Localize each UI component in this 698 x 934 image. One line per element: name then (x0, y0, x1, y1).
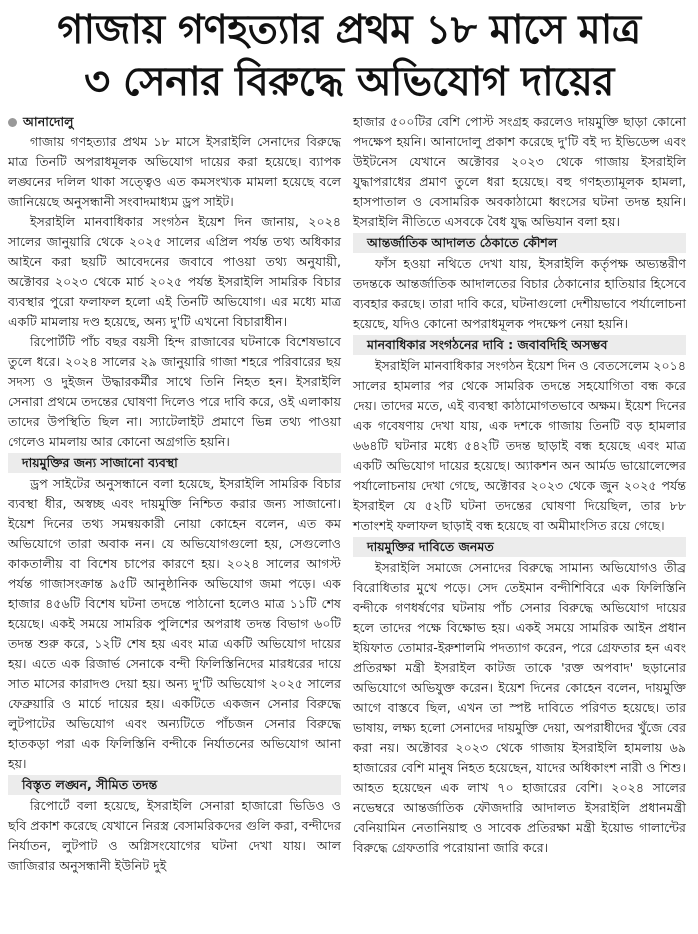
paragraph: ইসরাইলি মানবাধিকার সংগঠন ইয়েশ দিন ও বেতসেলেম ২০১৪ সালের হামলার পর থেকে সামরিক তদন্তে সহযোগিতা বন্ধ করে দেয়। তাদের মতে, এই ব্যবস্থা কাঠামোগতভাবে অক্ষম। ইয়েশ দিনের এক গবেষণায় দেখা যায়, এক দশকে গাজায় তিনটি বড় হামলার ৬৬৪টি ঘটনার মধ্যে ৫৪২টি তদন্ত ছাড়াই বন্ধ হয়েছে এবং মাত্র একটি অভিযোগ দায়ের হয়েছে। অ্যাকশন অন আর্মড ভায়োলেন্সের পর্যালোচনায় দেখা গেছে, অক্টোবর ২০২৩ থেকে জুন ২০২৫ পর্যন্ত ইসরাইল যে ৫২টি ঘটনা তদন্তের ঘোষণা দিয়েছিল, তার ৮৮ শতাংশই ফলাফল ছাড়াই বন্ধ হয়েছে বা অমীমাংসিত রয়ে গেছে। (353, 358, 686, 533)
subheading: আন্তর্জাতিক আদালত ঠেকাতে কৌশল (353, 233, 686, 253)
article-body (0, 108, 698, 876)
paragraph: ফাঁস হওয়া নথিতে দেখা যায়, ইসরাইলি কর্তৃপক্ষ অভ্যন্তরীণ তদন্তকে আন্তর্জাতিক আদালতের বিচার ঠেকানোর হাতিয়ার হিসেবে ব্যবহার করছে। তারা দাবি করে, ঘটনাগুলো দেশীয়ভাবে পর্যালোচনা হয়েছে, যদিও কোনো অপরাধমূলক পদক্ষেপ নেয়া হয়নি। (353, 256, 686, 331)
bullet-dot-icon (8, 118, 17, 127)
left-column (8, 112, 341, 876)
paragraph: গাজায় গণহত্যার প্রথম ১৮ মাসে ইসরাইলি সেনাদের বিরুদ্ধে মাত্র তিনটি অপরাধমূলক অভিযোগ দায়ের করা হয়েছে। ব্যাপক লঙ্ঘনের দলিল থাকা সত্ত্বেও এত কমসংখ্যক মামলা হয়েছে বলে জানিয়েছে অনুসন্ধানী সংবাদমাধ্যম ড্রপ সাইট। (8, 134, 341, 209)
paragraph: হাজার ৫০০টির বেশি পোস্ট সংগ্রহ করলেও দায়মুক্তি ছাড়া কোনো পদক্ষেপ হয়নি। আনাদোলু প্রকাশ করেছে দু'টি বই দ্য ইভিডেন্স এবং উইটনেস যেখানে অক্টোবর ২০২৩ থেকে গাজায় ইসরাইলি যুদ্ধাপরাধের প্রমাণ তুলে ধরা হয়েছে। বহু গণহত্যামূলক হামলা, হাসপাতাল ও বেসামরিক অবকাঠামো ধ্বংসের ঘটনা তদন্ত হয়নি। ইসরাইলি নীতিতে এসবকে বৈধ যুদ্ধ অভিযান বলা হয়। (353, 114, 686, 229)
subheading: বিস্তৃত লঙ্ঘন, সীমিত তদন্ত (8, 775, 341, 795)
paragraph: রিপোর্টে বলা হয়েছে, ইসরাইলি সেনারা হাজারো ভিডিও ও ছবি প্রকাশ করেছে যেখানে নিরস্ত্র বেসামরিকদের গুলি করা, বন্দীদের নির্যাতন, লুটপাট ও অগ্নিসংযোগের ঘটনা দেখা যায়। আল জাজিরার অনুসন্ধানী ইউনিট দুই (8, 798, 341, 873)
byline (8, 112, 341, 132)
right-column (353, 112, 686, 876)
headline-line-2: ৩ সেনার বিরুদ্ধে অভিযোগ দায়ের (84, 59, 614, 105)
paragraph: রিপোর্টটি পাঁচ বছর বয়সী হিন্দ রাজাবের ঘটনাকে বিশেষভাবে তুলে ধরে। ২০২৪ সালের ২৯ জানুয়ারি গাজা শহরে পরিবারের ছয় সদস্য ও দুইজন উদ্ধারকর্মীর সাথে তিনি নিহত হন। ইসরাইলি সেনারা প্রথমে তদন্তের ঘোষণা দিলেও পরে দাবি করে, ওই এলাকায় তাদের উপস্থিতি ছিল না। স্যাটেলাইট প্রমাণে ভিন্ন তথ্য পাওয়া গেলেও মামলায় আর কোনো অগ্রগতি হয়নি। (8, 334, 341, 449)
subheading: দায়মুক্তির জন্য সাজানো ব্যবস্থা (8, 453, 341, 473)
paragraph: ইসরাইলি সমাজে সেনাদের বিরুদ্ধে সামান্য অভিযোগও তীব্র বিরোধিতার মুখে পড়ে। সেদ তেইমান বন্দীশিবিরে এক ফিলিস্তিনি বন্দীকে গণধর্ষণের ঘটনায় পাঁচ সেনার বিরুদ্ধে অভিযোগ দায়ের হলে তাদের পক্ষে বিক্ষোভ হয়। একই সময়ে সামরিক আইন প্রধান ইয়িফাত তোমার-ইরুশালমি পদত্যাগ করেন, পরে গ্রেফতার হন এবং প্রতিরক্ষা মন্ত্রী ইসরাইল কাটজ তাকে 'রক্ত অপবাদ' ছড়ানোর অভিযোগে অভিযুক্ত করেন। ইয়েশ দিনের কোহেন বলেন, দায়মুক্তি আগে বাস্তবে ছিল, এখন তা স্পষ্ট দাবিতে পরিণত হয়েছে। তার ভাষায়, লক্ষ্য হলো সেনাদের দায়মুক্তি দেয়া, অপরাধীদের খুঁজে বের করা নয়। অক্টোবর ২০২৩ থেকে গাজায় ইসরাইলি হামলায় ৬৯ হাজারের বেশি মানুষ নিহত হয়েছেন, যাদের অধিকাংশ নারী ও শিশু। আহত হয়েছেন এক লাখ ৭০ হাজারের বেশি। ২০২৪ সালের নভেম্বরে আন্তর্জাতিক ফৌজদারি আদালত ইসরাইলি প্রধানমন্ত্রী বেনিয়ামিন নেতানিয়াহু ও সাবেক প্রতিরক্ষা মন্ত্রী ইয়োভ গালান্টের বিরুদ্ধে গ্রেফতারি পরোয়ানা জারি করে। (353, 560, 686, 855)
paragraph: ইসরাইলি মানবাধিকার সংগঠন ইয়েশ দিন জানায়, ২০২৪ সালের জানুয়ারি থেকে ২০২৫ সালের এপ্রিল পর্যন্ত তথ্য অধিকার আইনে করা ছয়টি আবেদনের জবাবে পাওয়া তথ্য অনুযায়ী, অক্টোবর ২০২৩ থেকে মার্চ ২০২৫ পর্যন্ত ইসরাইলি সামরিক বিচার ব্যবস্থার পুরো ফলাফল হলো এই তিনটি অভিযোগ। এর মধ্যে মাত্র একটি মামলায় দণ্ড হয়েছে, অন্য দু'টি এখনো বিচারাধীন। (8, 214, 341, 329)
subheading: মানবাধিকার সংগঠনের দাবি : জবাবদিহি অসম্ভব (353, 335, 686, 355)
paragraph: ড্রপ সাইটের অনুসন্ধানে বলা হয়েছে, ইসরাইলি সামরিক বিচার ব্যবস্থা ধীর, অস্বচ্ছ এবং দায়মুক্তি নিশ্চিত করার জন্য সাজানো। ইয়েশ দিনের তথ্য সমন্বয়কারী নোয়া কোহেন বলেন, এত কম অভিযোগে তারা অবাক নন। যে অভিযোগগুলো হয়, সেগুলোও কাকতালীয় বা বিশেষ চাপের কারণে হয়। ২০২৪ সালের আগস্ট পর্যন্ত গাজাসংক্রান্ত ৯৫টি আনুষ্ঠানিক অভিযোগ জমা পড়ে। এক হাজার ৪৫৬টি বিশেষ ঘটনা তদন্তে পাঠানো হলেও মাত্র ১১টি শেষ হয়েছে। একই সময়ে সামরিক পুলিশের অপরাধ তদন্ত বিভাগ ৬০টি তদন্ত শুরু করে, ১২টি শেষ হয় এবং মাত্র একটি অভিযোগ দায়ের হয়। এতে এক রিজার্ভ সেনাকে বন্দী ফিলিস্তিনিদের মারধরের দায়ে সাত মাসের কারাদণ্ড দেয়া হয়। অন্য দু'টি অভিযোগ ২০২৫ সালের ফেব্রুয়ারি ও মার্চে দায়ের হয়। একটিতে একজন সেনার বিরুদ্ধে লুটপাটের অভিযোগ এবং অন্যটিতে পাঁচজন সেনার বিরুদ্ধে হাতকড়া পরা এক ফিলিস্তিনি বন্দীকে নির্যাতনের অভিযোগ আনা হয়। (8, 476, 341, 771)
byline-source: আনাদোলু (23, 114, 74, 129)
headline (0, 0, 698, 108)
subheading: দায়মুক্তির দাবিতে জনমত (353, 537, 686, 557)
headline-line-1: গাজায় গণহত্যার প্রথম ১৮ মাসে মাত্র (57, 7, 641, 53)
